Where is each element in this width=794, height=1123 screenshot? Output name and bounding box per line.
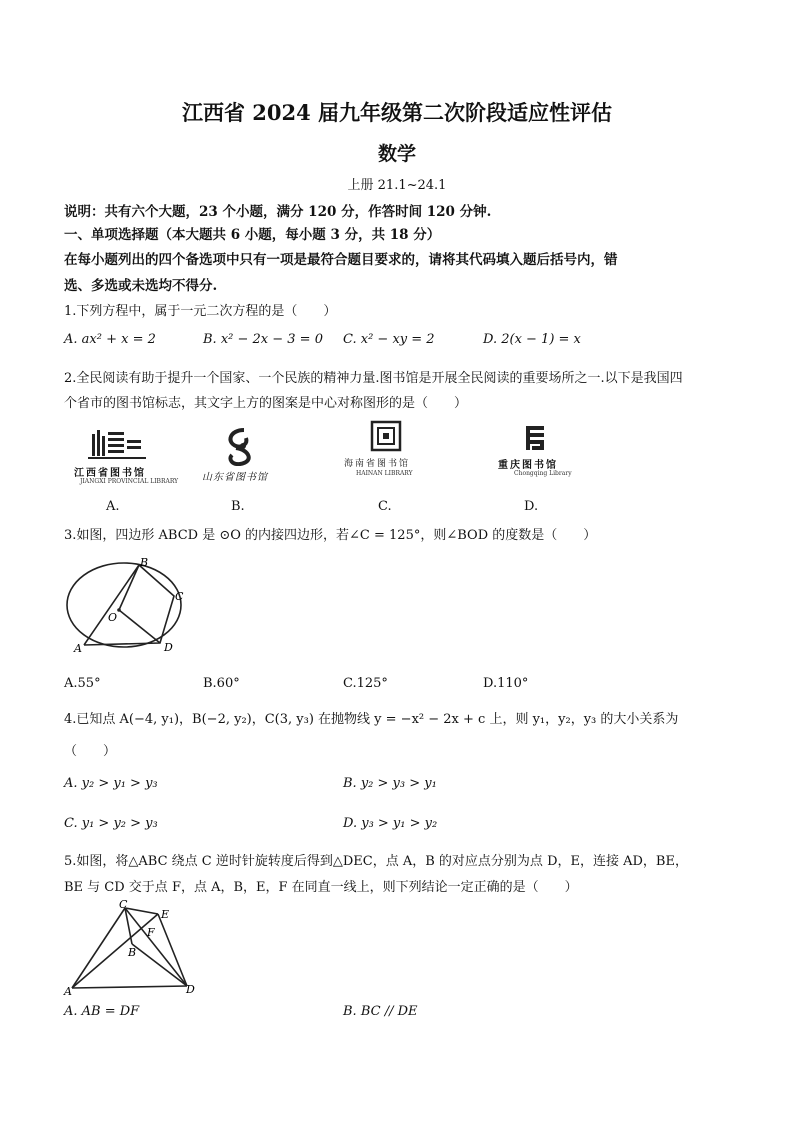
q1-stem: 1.下列方程中，属于一元二次方程的是（ ）: [64, 304, 337, 319]
q2-label-d: D.: [524, 499, 539, 514]
jiangxi-library-logo: [70, 428, 179, 490]
q3-label-a: A: [74, 642, 82, 655]
exam-note: 说明：共有六个大题，23 个小题，满分 120 分，作答时间 120 分钟.: [64, 204, 492, 220]
jiangxi-library-subtitle: JIANGXI PROVINCIAL LIBRARY: [80, 478, 179, 485]
chongqing-library-subtitle: Chongqing Library: [514, 470, 572, 477]
q2-label-a: A.: [106, 499, 120, 514]
q1-option-b: B. x² − 2x − 3 = 0: [203, 332, 323, 347]
section-heading: 一、单项选择题（本大题共 6 小题，每小题 3 分，共 18 分）: [64, 227, 441, 243]
shandong-library-logo: [196, 426, 286, 488]
q3-label-d: D: [164, 641, 173, 654]
q4-option-d: D. y₃ > y₁ > y₂: [343, 816, 438, 831]
q5-option-a: A. AB = DF: [64, 1004, 140, 1019]
scope-label: 上册 21.1~24.1: [347, 178, 447, 193]
q5-label-b: B: [128, 946, 137, 959]
q3-option-d: D.110°: [483, 676, 529, 691]
paper-title: 江西省 2024 届九年级第二次阶段适应性评估: [181, 100, 613, 125]
q5-label-f: F: [147, 926, 155, 939]
q3-label-o: O: [108, 611, 118, 624]
q1-option-c: C. x² − xy = 2: [343, 332, 435, 347]
subject-title: 数学: [377, 143, 416, 165]
q1-option-d: D. 2(x − 1) = x: [483, 332, 581, 347]
q2-stem-line2: 个省市的图书馆标志，其文字上方的图案是中心对称图形的是（ ）: [64, 396, 468, 411]
q3-label-b: B: [140, 556, 149, 569]
q2-label-b: B.: [231, 499, 245, 514]
q5-stem-line1: 5.如图，将△ABC 绕点 C 逆时针旋转度后得到△DEC，点 A，B 的对应点分别为点 D，E，连接 AD，BE，: [64, 854, 688, 869]
q5-stem-line2: BE 与 CD 交于点 F，点 A，B，E，F 在同直一线上，则下列结论一定正确的是（ ）: [64, 880, 578, 895]
q5-option-b: B. BC // DE: [343, 1004, 418, 1019]
hainan-library-logo: [336, 420, 436, 490]
q4-stem-line2: （ ）: [64, 744, 117, 759]
hainan-library-subtitle: HAINAN LIBRARY: [356, 470, 413, 477]
q5-triangle-figure: [62, 900, 202, 998]
section-rule-line2: 选、多选或未选均不得分.: [64, 278, 218, 294]
q3-option-a: A.55°: [64, 676, 101, 691]
q4-stem-line1: 4.已知点 A(−4, y₁)，B(−2, y₂)，C(3, y₃) 在抛物线 y = −x² − 2x + c 上，则 y₁，y₂，y₃ 的大小关系为: [64, 712, 679, 727]
q5-label-e: E: [161, 908, 170, 921]
q1-option-a: A. ax² + x = 2: [64, 332, 156, 347]
q3-option-c: C.125°: [343, 676, 388, 691]
q3-circle-figure: [62, 555, 192, 655]
jiangxi-library-name: 江西省图书馆: [74, 468, 146, 479]
chongqing-library-logo: [486, 424, 586, 490]
q2-stem-line1: 2.全民阅读有助于提升一个国家、一个民族的精神力量.图书馆是开展全民阅读的重要场所之一.以下是我国四: [64, 371, 683, 386]
q3-stem: 3.如图，四边形 ABCD 是 ⊙O 的内接四边形，若∠C = 125°，则∠BOD 的度数是（ ）: [64, 528, 597, 543]
q2-label-c: C.: [378, 499, 392, 514]
q3-label-c: C: [175, 590, 184, 603]
shandong-library-name: 山东省图书馆: [202, 472, 268, 483]
q4-option-c: C. y₁ > y₂ > y₃: [64, 816, 158, 831]
q4-option-a: A. y₂ > y₁ > y₃: [64, 776, 158, 791]
q5-label-c: C: [119, 900, 128, 911]
q5-label-a: A: [64, 985, 72, 998]
chongqing-library-name: 重庆图书馆: [498, 460, 558, 471]
q5-label-d: D: [186, 983, 195, 996]
q3-option-b: B.60°: [203, 676, 240, 691]
section-rule-line1: 在每小题列出的四个备选项中只有一项是最符合题目要求的，请将其代码填入题后括号内，错: [64, 252, 618, 268]
hainan-library-name: 海南省图书馆: [344, 459, 411, 469]
q4-option-b: B. y₂ > y₃ > y₁: [343, 776, 437, 791]
